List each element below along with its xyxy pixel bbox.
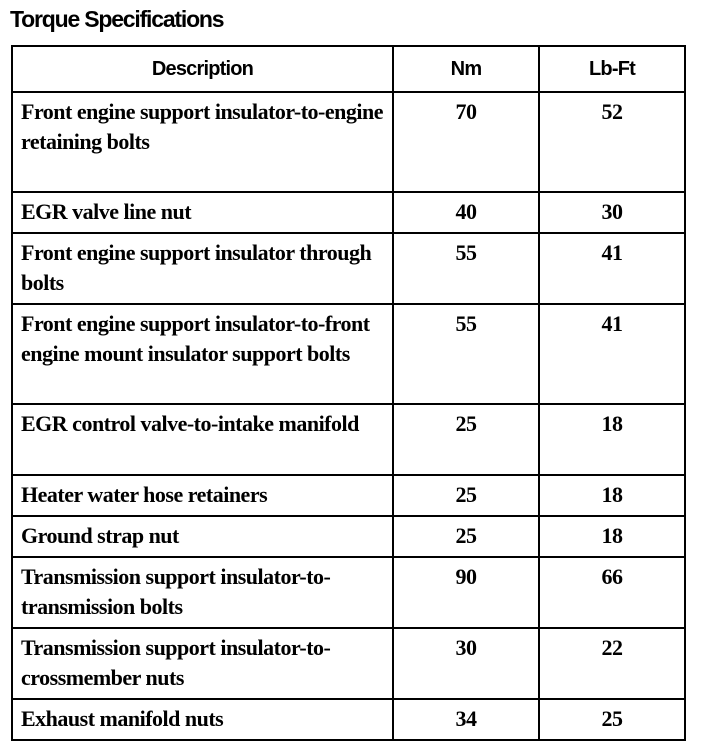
cell-description: Transmission support insulator-to-transmission bolts xyxy=(12,557,393,628)
cell-nm: 40 xyxy=(393,192,539,233)
table-row xyxy=(12,233,685,304)
header-nm: Nm xyxy=(393,46,539,92)
cell-description: Front engine support insulator-to-front engine mount insulator support bolts xyxy=(12,304,393,404)
cell-description: Front engine support insulator through bolts xyxy=(12,233,393,304)
cell-description: Heater water hose retainers xyxy=(12,475,393,516)
cell-description: Transmission support insulator-to-crossmember nuts xyxy=(12,628,393,699)
table-row xyxy=(12,557,685,628)
cell-nm: 55 xyxy=(393,233,539,304)
table-row xyxy=(12,92,685,192)
cell-description: Front engine support insulator-to-engine retaining bolts xyxy=(12,92,393,192)
table-row xyxy=(12,628,685,699)
torque-spec-table xyxy=(11,45,686,741)
cell-lbft: 22 xyxy=(539,628,685,699)
cell-lbft: 41 xyxy=(539,304,685,404)
cell-lbft: 18 xyxy=(539,475,685,516)
table-header-row xyxy=(12,46,685,92)
cell-nm: 30 xyxy=(393,628,539,699)
cell-nm: 25 xyxy=(393,404,539,475)
table-row xyxy=(12,699,685,740)
table-row xyxy=(12,192,685,233)
cell-lbft: 41 xyxy=(539,233,685,304)
cell-lbft: 30 xyxy=(539,192,685,233)
cell-description: Ground strap nut xyxy=(12,516,393,557)
table-row xyxy=(12,475,685,516)
cell-nm: 25 xyxy=(393,516,539,557)
cell-lbft: 66 xyxy=(539,557,685,628)
header-description: Description xyxy=(12,46,393,92)
cell-lbft: 18 xyxy=(539,404,685,475)
cell-description: EGR control valve-to-intake manifold xyxy=(12,404,393,475)
cell-nm: 34 xyxy=(393,699,539,740)
page-title: Torque Specifications xyxy=(10,6,224,32)
cell-description: EGR valve line nut xyxy=(12,192,393,233)
cell-nm: 70 xyxy=(393,92,539,192)
cell-nm: 90 xyxy=(393,557,539,628)
cell-nm: 55 xyxy=(393,304,539,404)
table-row xyxy=(12,404,685,475)
table-row xyxy=(12,304,685,404)
header-lbft: Lb-Ft xyxy=(539,46,685,92)
cell-lbft: 52 xyxy=(539,92,685,192)
cell-nm: 25 xyxy=(393,475,539,516)
cell-lbft: 25 xyxy=(539,699,685,740)
cell-description: Exhaust manifold nuts xyxy=(12,699,393,740)
table-row xyxy=(12,516,685,557)
cell-lbft: 18 xyxy=(539,516,685,557)
